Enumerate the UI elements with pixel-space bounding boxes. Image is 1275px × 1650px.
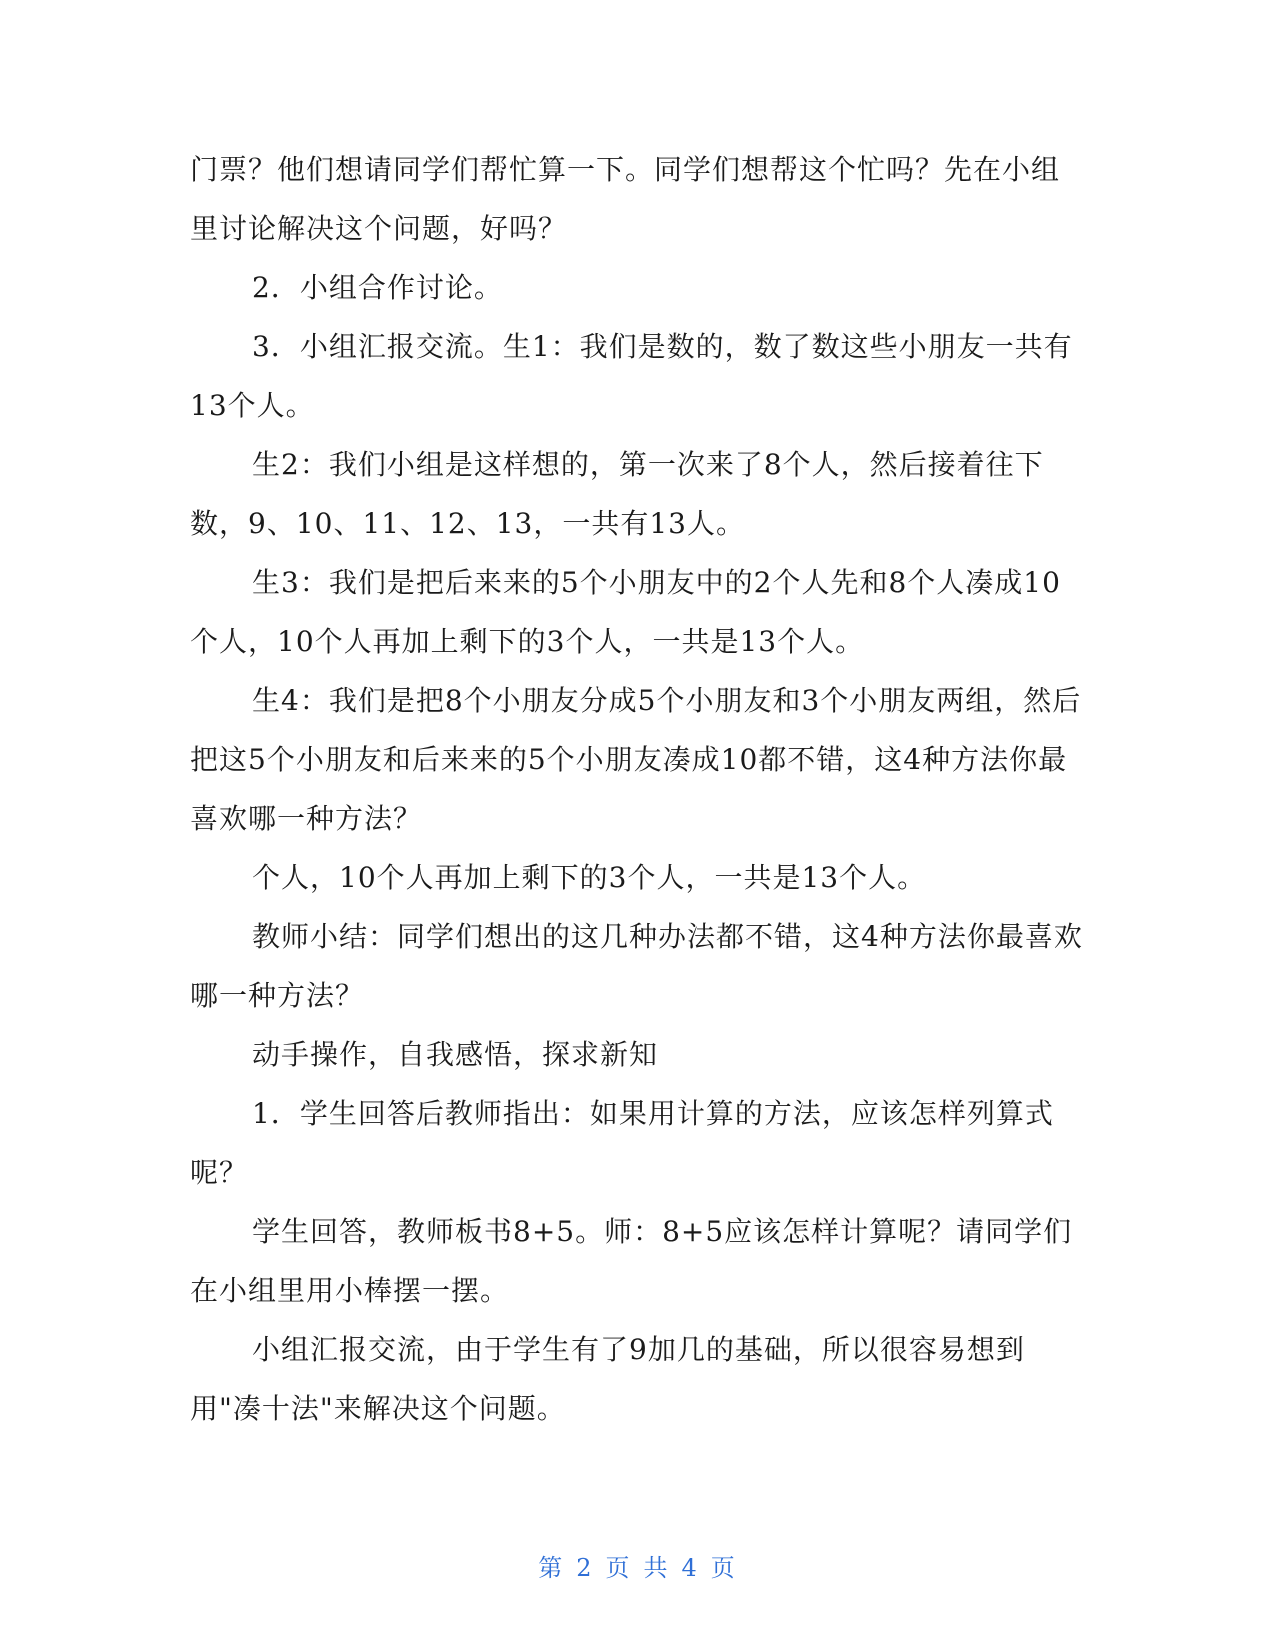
footer-total-unit: 页: [710, 1554, 737, 1582]
paragraph: 生3：我们是把后来来的5个小朋友中的2个人先和8个人凑成10个人，10个人再加上剩下的3个人，一共是13个人。: [190, 566, 1061, 658]
footer-total-prefix: 共: [643, 1554, 670, 1582]
footer-page-number: 2: [576, 1554, 594, 1582]
paragraph: 个人，10个人再加上剩下的3个人，一共是13个人。: [252, 861, 927, 894]
footer-prefix: 第: [538, 1554, 565, 1582]
footer-total-pages: 4: [681, 1554, 699, 1582]
paragraph: 2．小组合作讨论。: [252, 271, 503, 304]
paragraph: 小组汇报交流，由于学生有了9加几的基础，所以很容易想到用"凑十法"来解决这个问题。: [190, 1333, 1025, 1425]
paragraph: 生4：我们是把8个小朋友分成5个小朋友和3个小朋友两组，然后把这5个小朋友和后来来的5个小朋友凑成10都不错，这4种方法你最喜欢哪一种方法？: [190, 684, 1082, 835]
page-footer: [0, 1548, 1275, 1583]
paragraph: 3．小组汇报交流。生1：我们是数的，数了数这些小朋友一共有13个人。: [190, 330, 1073, 422]
document-body: [190, 140, 1085, 1438]
paragraph: 生2：我们小组是这样想的，第一次来了8个人，然后接着往下数，9、10、11、12、13，一共有13人。: [190, 448, 1044, 540]
paragraph: 学生回答，教师板书8+5。师：8+5应该怎样计算呢？请同学们在小组里用小棒摆一摆。: [190, 1215, 1073, 1307]
paragraph: 教师小结：同学们想出的这几种办法都不错，这4种方法你最喜欢哪一种方法？: [190, 920, 1083, 1012]
paragraph: 门票？他们想请同学们帮忙算一下。同学们想帮这个忙吗？先在小组里讨论解决这个问题，好吗？: [190, 153, 1061, 245]
paragraph: 1．学生回答后教师指出：如果用计算的方法，应该怎样列算式呢？: [190, 1097, 1054, 1189]
paragraph: 动手操作，自我感悟，探求新知: [252, 1038, 659, 1071]
footer-page-unit: 页: [605, 1554, 632, 1582]
